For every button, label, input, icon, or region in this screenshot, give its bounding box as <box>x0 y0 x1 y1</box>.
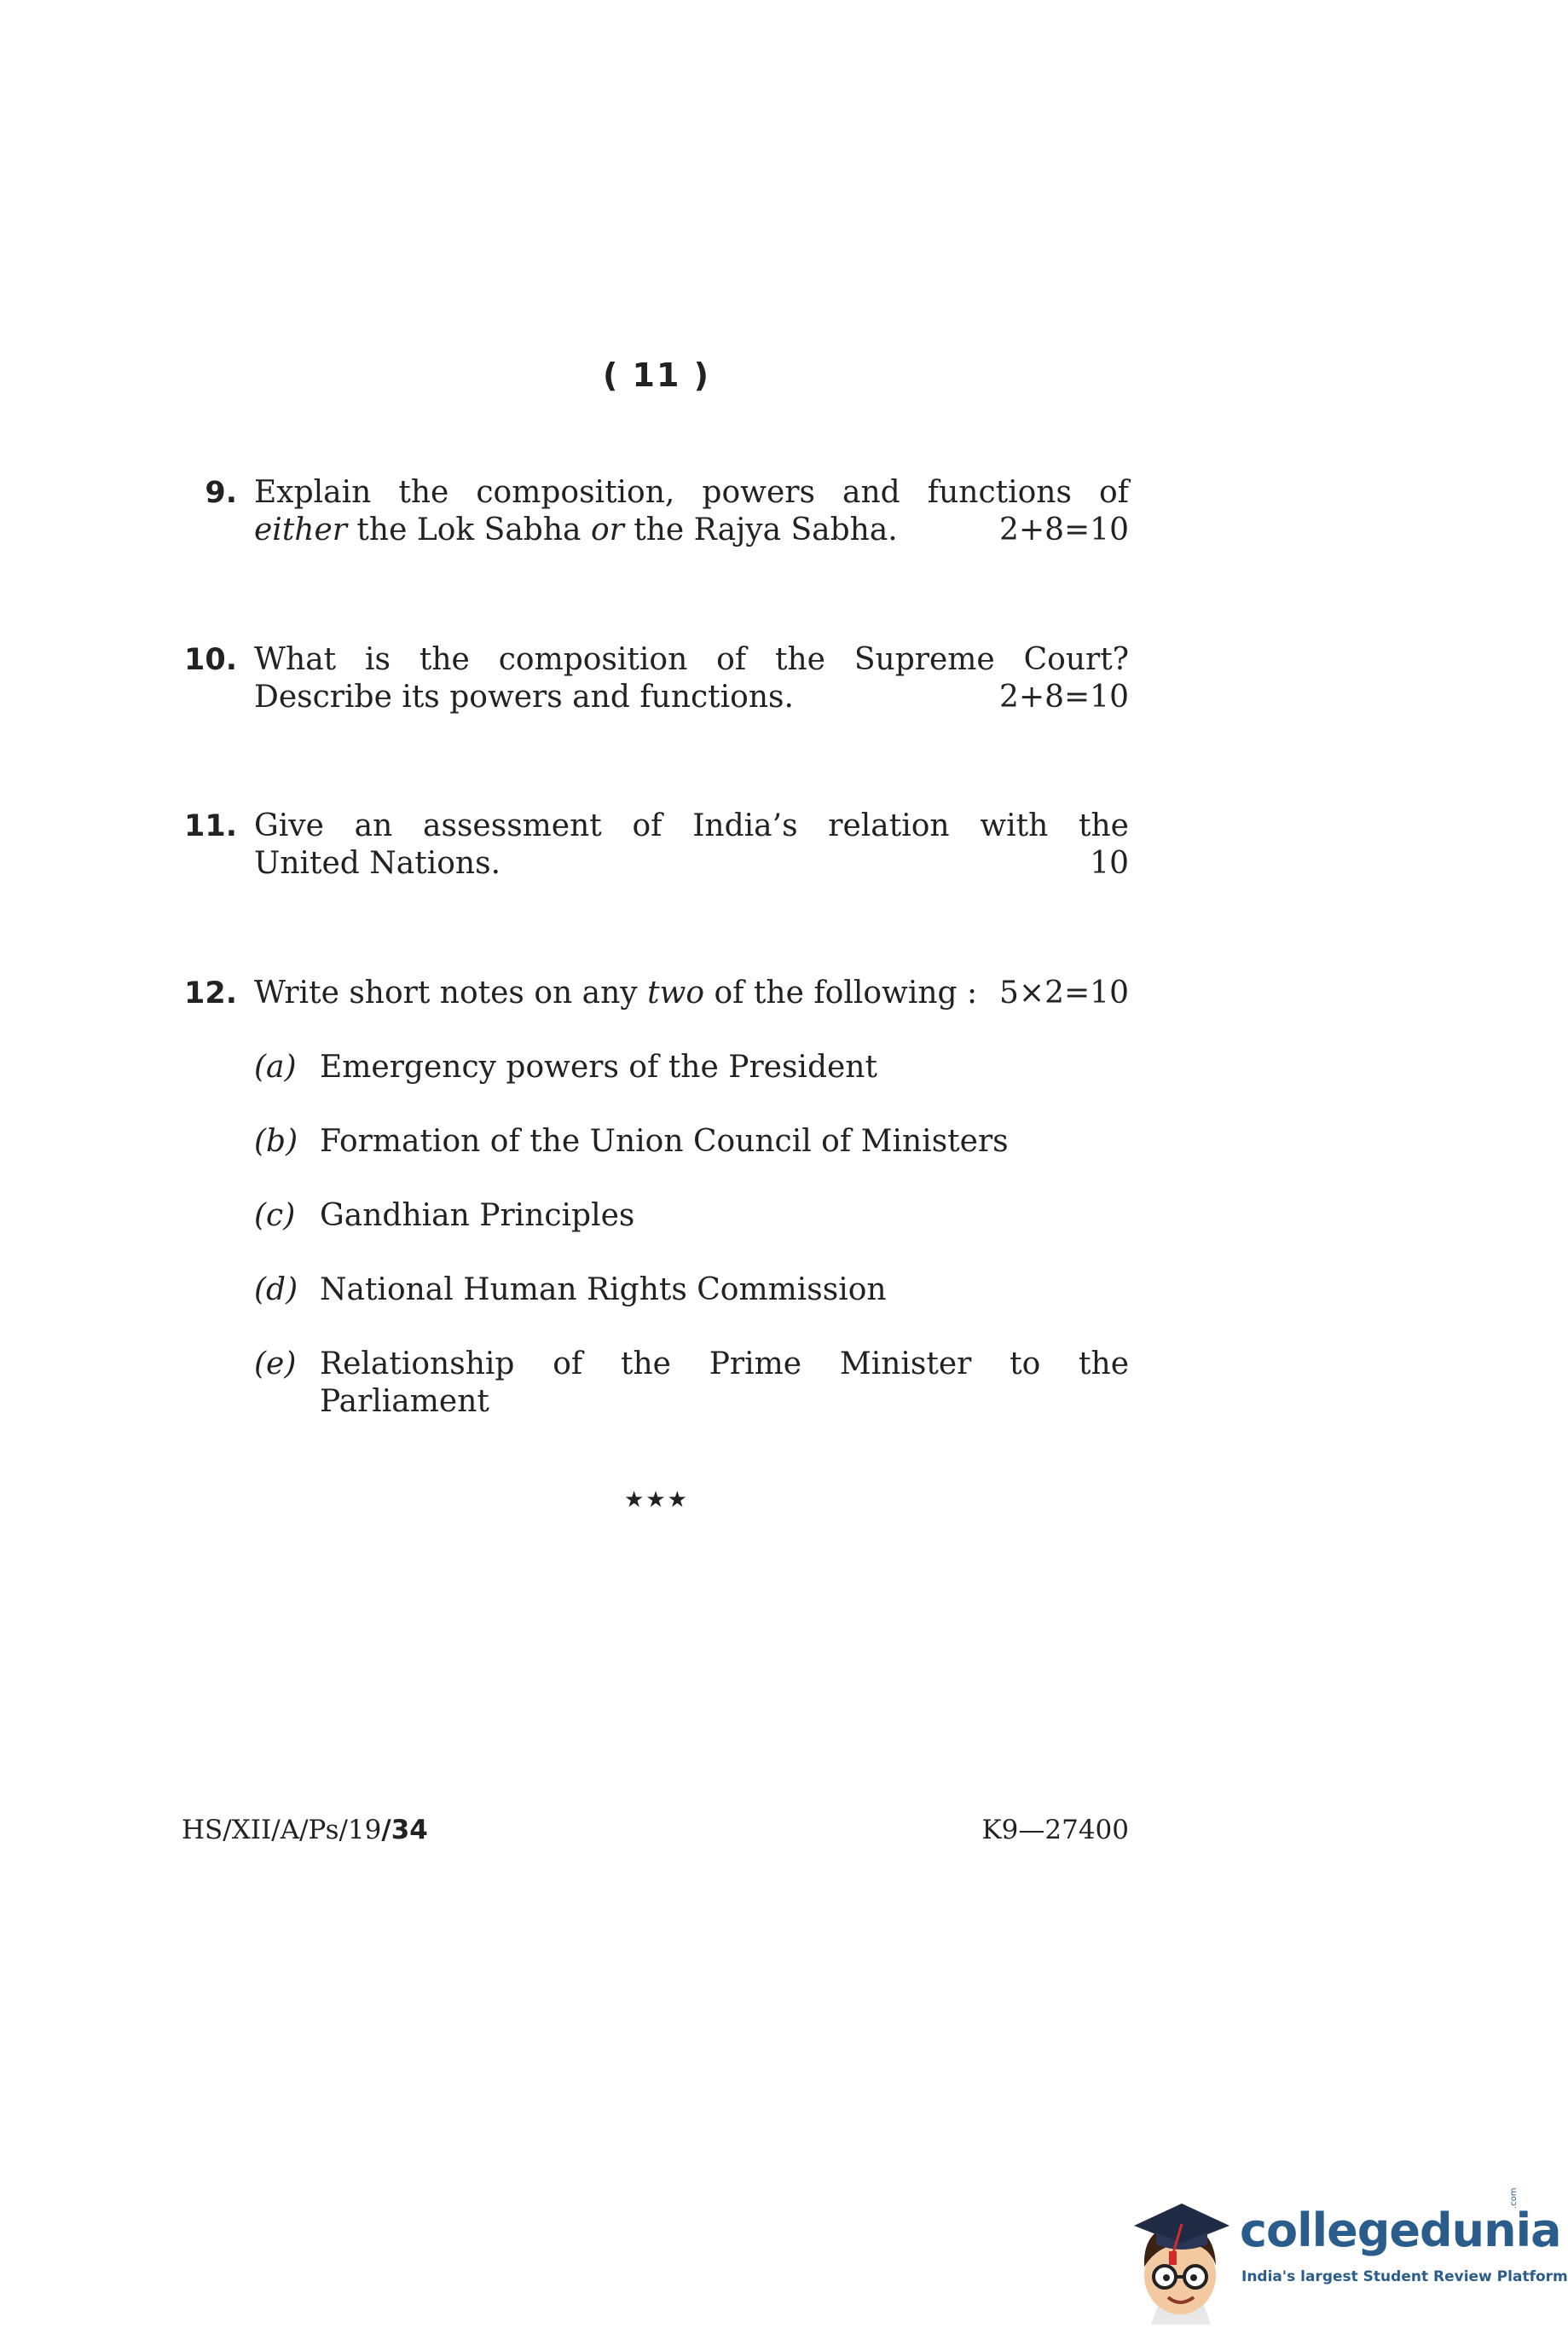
question-text: the Rajya Sabha. <box>623 513 898 547</box>
sub-item-text-line: Parliament <box>320 1384 489 1419</box>
sub-item <box>254 1346 1129 1421</box>
emphasis-text: either <box>254 513 347 547</box>
question-text-line: United Nations. <box>254 846 501 881</box>
question-text-line <box>254 975 977 1012</box>
paper-code-suffix: /34 <box>381 1815 428 1845</box>
sub-item-text: National Human Rights Commission <box>320 1272 887 1307</box>
brand-tagline: India's largest Student Review Platform <box>1241 2268 1568 2285</box>
emphasis-text: two <box>647 976 705 1011</box>
question-marks: 5×2=10 <box>999 976 1129 1011</box>
question-text-line: What is the composition of the Supreme Court? <box>254 642 1129 677</box>
paper-code <box>182 1815 428 1845</box>
question-text-line: Describe its powers and functions. <box>254 680 794 715</box>
sub-item <box>254 1197 1129 1235</box>
print-serial: K9—27400 <box>981 1815 1129 1845</box>
question-text-line <box>254 512 898 549</box>
sub-item-label: (a) <box>254 1050 297 1085</box>
paper-code-prefix: HS/XII/A/Ps/19 <box>182 1815 382 1845</box>
question-marks: 10 <box>1090 846 1129 881</box>
sub-item-text <box>320 1346 1129 1421</box>
sub-item-label: (c) <box>254 1198 296 1233</box>
sub-item-text-line: Relationship of the Prime Minister to the <box>320 1346 1129 1381</box>
collegedunia-logo <box>1125 2187 1568 2325</box>
brand-dotcom: .com <box>1509 2187 1519 2209</box>
sub-item-text: Emergency powers of the President <box>320 1050 877 1085</box>
question-marks: 2+8=10 <box>999 513 1129 547</box>
sub-item-label: (d) <box>254 1272 298 1307</box>
question-marks: 2+8=10 <box>999 680 1129 715</box>
sub-item-label: (b) <box>254 1124 298 1159</box>
question-10 <box>167 641 1129 716</box>
page-number: ( 11 ) <box>602 356 711 394</box>
emphasis-text: or <box>590 513 624 547</box>
question-text: the Lok Sabha <box>346 513 591 547</box>
question-text: Write short notes on any <box>254 976 648 1011</box>
sub-item <box>254 1049 1129 1086</box>
sub-item-text: Formation of the Union Council of Ministers <box>320 1124 1009 1159</box>
question-12 <box>167 975 1129 1421</box>
question-9 <box>167 474 1129 549</box>
question-number: 11. <box>183 809 237 843</box>
sub-item <box>254 1123 1129 1161</box>
question-text: of the following : <box>704 976 978 1011</box>
brand-name: collegedunia <box>1240 2203 1561 2257</box>
sub-item-text: Gandhian Principles <box>320 1198 635 1233</box>
sub-item-label: (e) <box>254 1346 297 1381</box>
sub-item-list <box>254 1049 1129 1421</box>
page-footer <box>182 1815 1129 1845</box>
question-11 <box>167 808 1129 883</box>
student-mascot-icon <box>1125 2192 1236 2325</box>
question-text-line: Explain the composition, powers and functions of <box>254 475 1129 510</box>
question-number: 10. <box>183 643 237 677</box>
question-text-line: Give an assessment of India’s relation with the <box>254 808 1129 843</box>
sub-item <box>254 1271 1129 1309</box>
question-number: 9. <box>205 476 237 510</box>
end-of-paper-marker: ★★★ <box>624 1487 689 1513</box>
question-number: 12. <box>183 976 237 1011</box>
